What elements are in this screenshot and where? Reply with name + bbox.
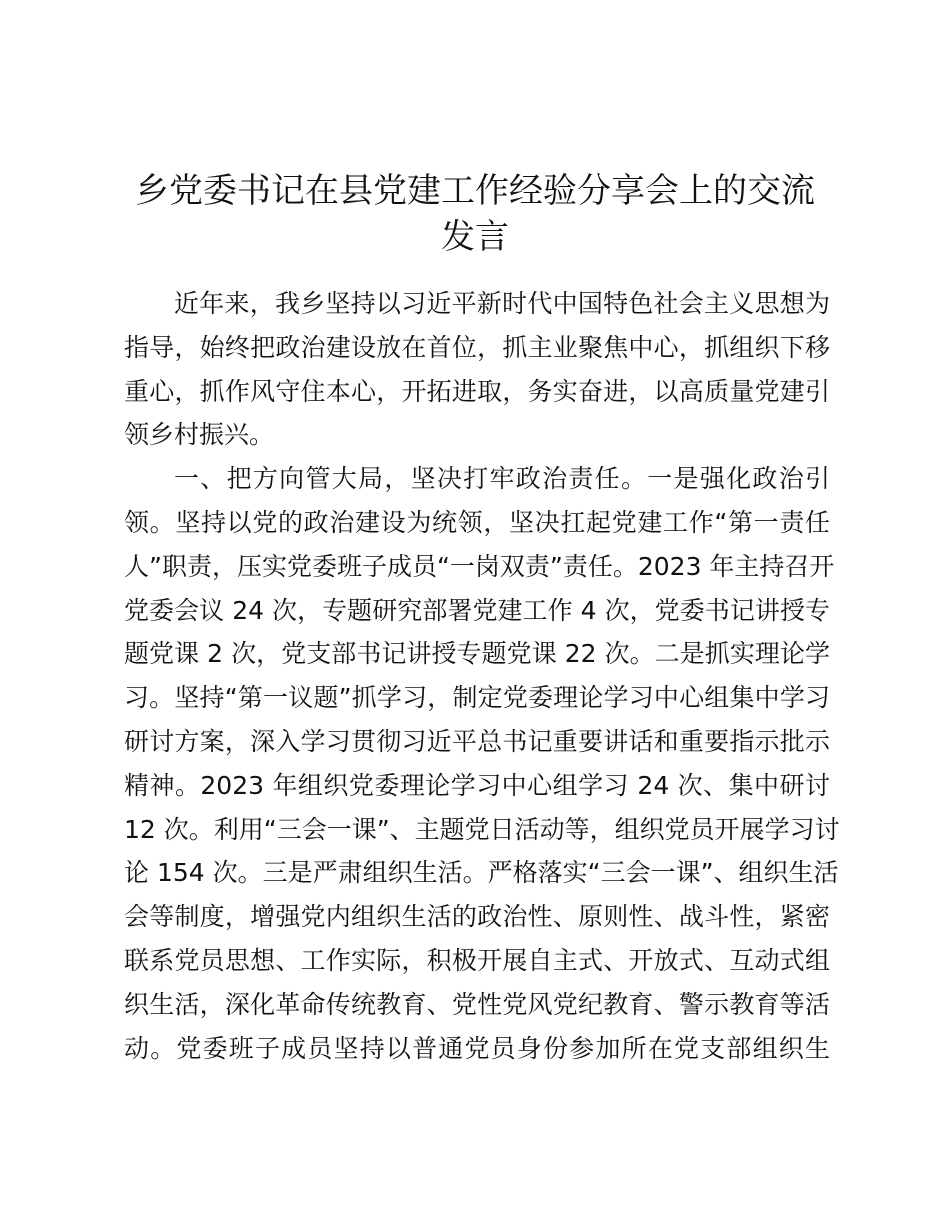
paragraph-section-one: [124, 457, 840, 1070]
title-line-2: 发言: [441, 217, 509, 257]
paragraph-line: 重心，抓作风守住本心，开拓进取，务实奋进，以高质量党建引: [124, 376, 830, 406]
paragraph-line: 联系党员思想、工作实际，积极开展自主式、开放式、互动式组: [124, 945, 830, 975]
document-body: [124, 282, 840, 1070]
paragraph-line: 人”职责，压实党委班子成员“一岗双责”责任。2023 年主持召开: [124, 551, 835, 581]
paragraph-intro: [124, 282, 830, 457]
paragraph-line: 习。坚持“第一议题”抓学习，制定党委理论学习中心组集中学习: [124, 683, 830, 713]
paragraph-line: 论 154 次。三是严肃组织生活。严格落实“三会一课”、组织生活: [124, 858, 839, 888]
paragraph-line: 领。坚持以党的政治建设为统领，坚决扛起党建工作“第一责任: [124, 507, 830, 537]
paragraph-line: 会等制度，增强党内组织生活的政治性、原则性、战斗性，紧密: [124, 902, 830, 932]
paragraph-line: 研讨方案，深入学习贯彻习近平总书记重要讲话和重要指示批示: [124, 726, 830, 756]
paragraph-line: 指导，始终把政治建设放在首位，抓主业聚焦中心，抓组织下移: [124, 332, 830, 362]
document-title: [120, 168, 830, 260]
paragraph-line: 12 次。利用“三会一课”、主题党日活动等，组织党员开展学习讨: [124, 814, 840, 844]
paragraph-line: 党委会议 24 次，专题研究部署党建工作 4 次，党委书记讲授专: [124, 595, 830, 625]
paragraph-line: 近年来，我乡坚持以习近平新时代中国特色社会主义思想为: [174, 289, 830, 318]
title-line-1: 乡党委书记在县党建工作经验分享会上的交流: [135, 171, 815, 211]
paragraph-line: 题党课 2 次，党支部书记讲授专题党课 22 次。二是抓实理论学: [124, 639, 830, 669]
paragraph-line: 动。党委班子成员坚持以普通党员身份参加所在党支部组织生: [124, 1033, 830, 1063]
paragraph-line: 一、把方向管大局，坚决打牢政治责任。一是强化政治引: [174, 464, 830, 494]
paragraph-line: 领乡村振兴。: [124, 420, 275, 450]
paragraph-line: 织生活，深化革命传统教育、党性党风党纪教育、警示教育等活: [124, 989, 830, 1019]
paragraph-line: 精神。2023 年组织党委理论学习中心组学习 24 次、集中研讨: [124, 770, 830, 800]
